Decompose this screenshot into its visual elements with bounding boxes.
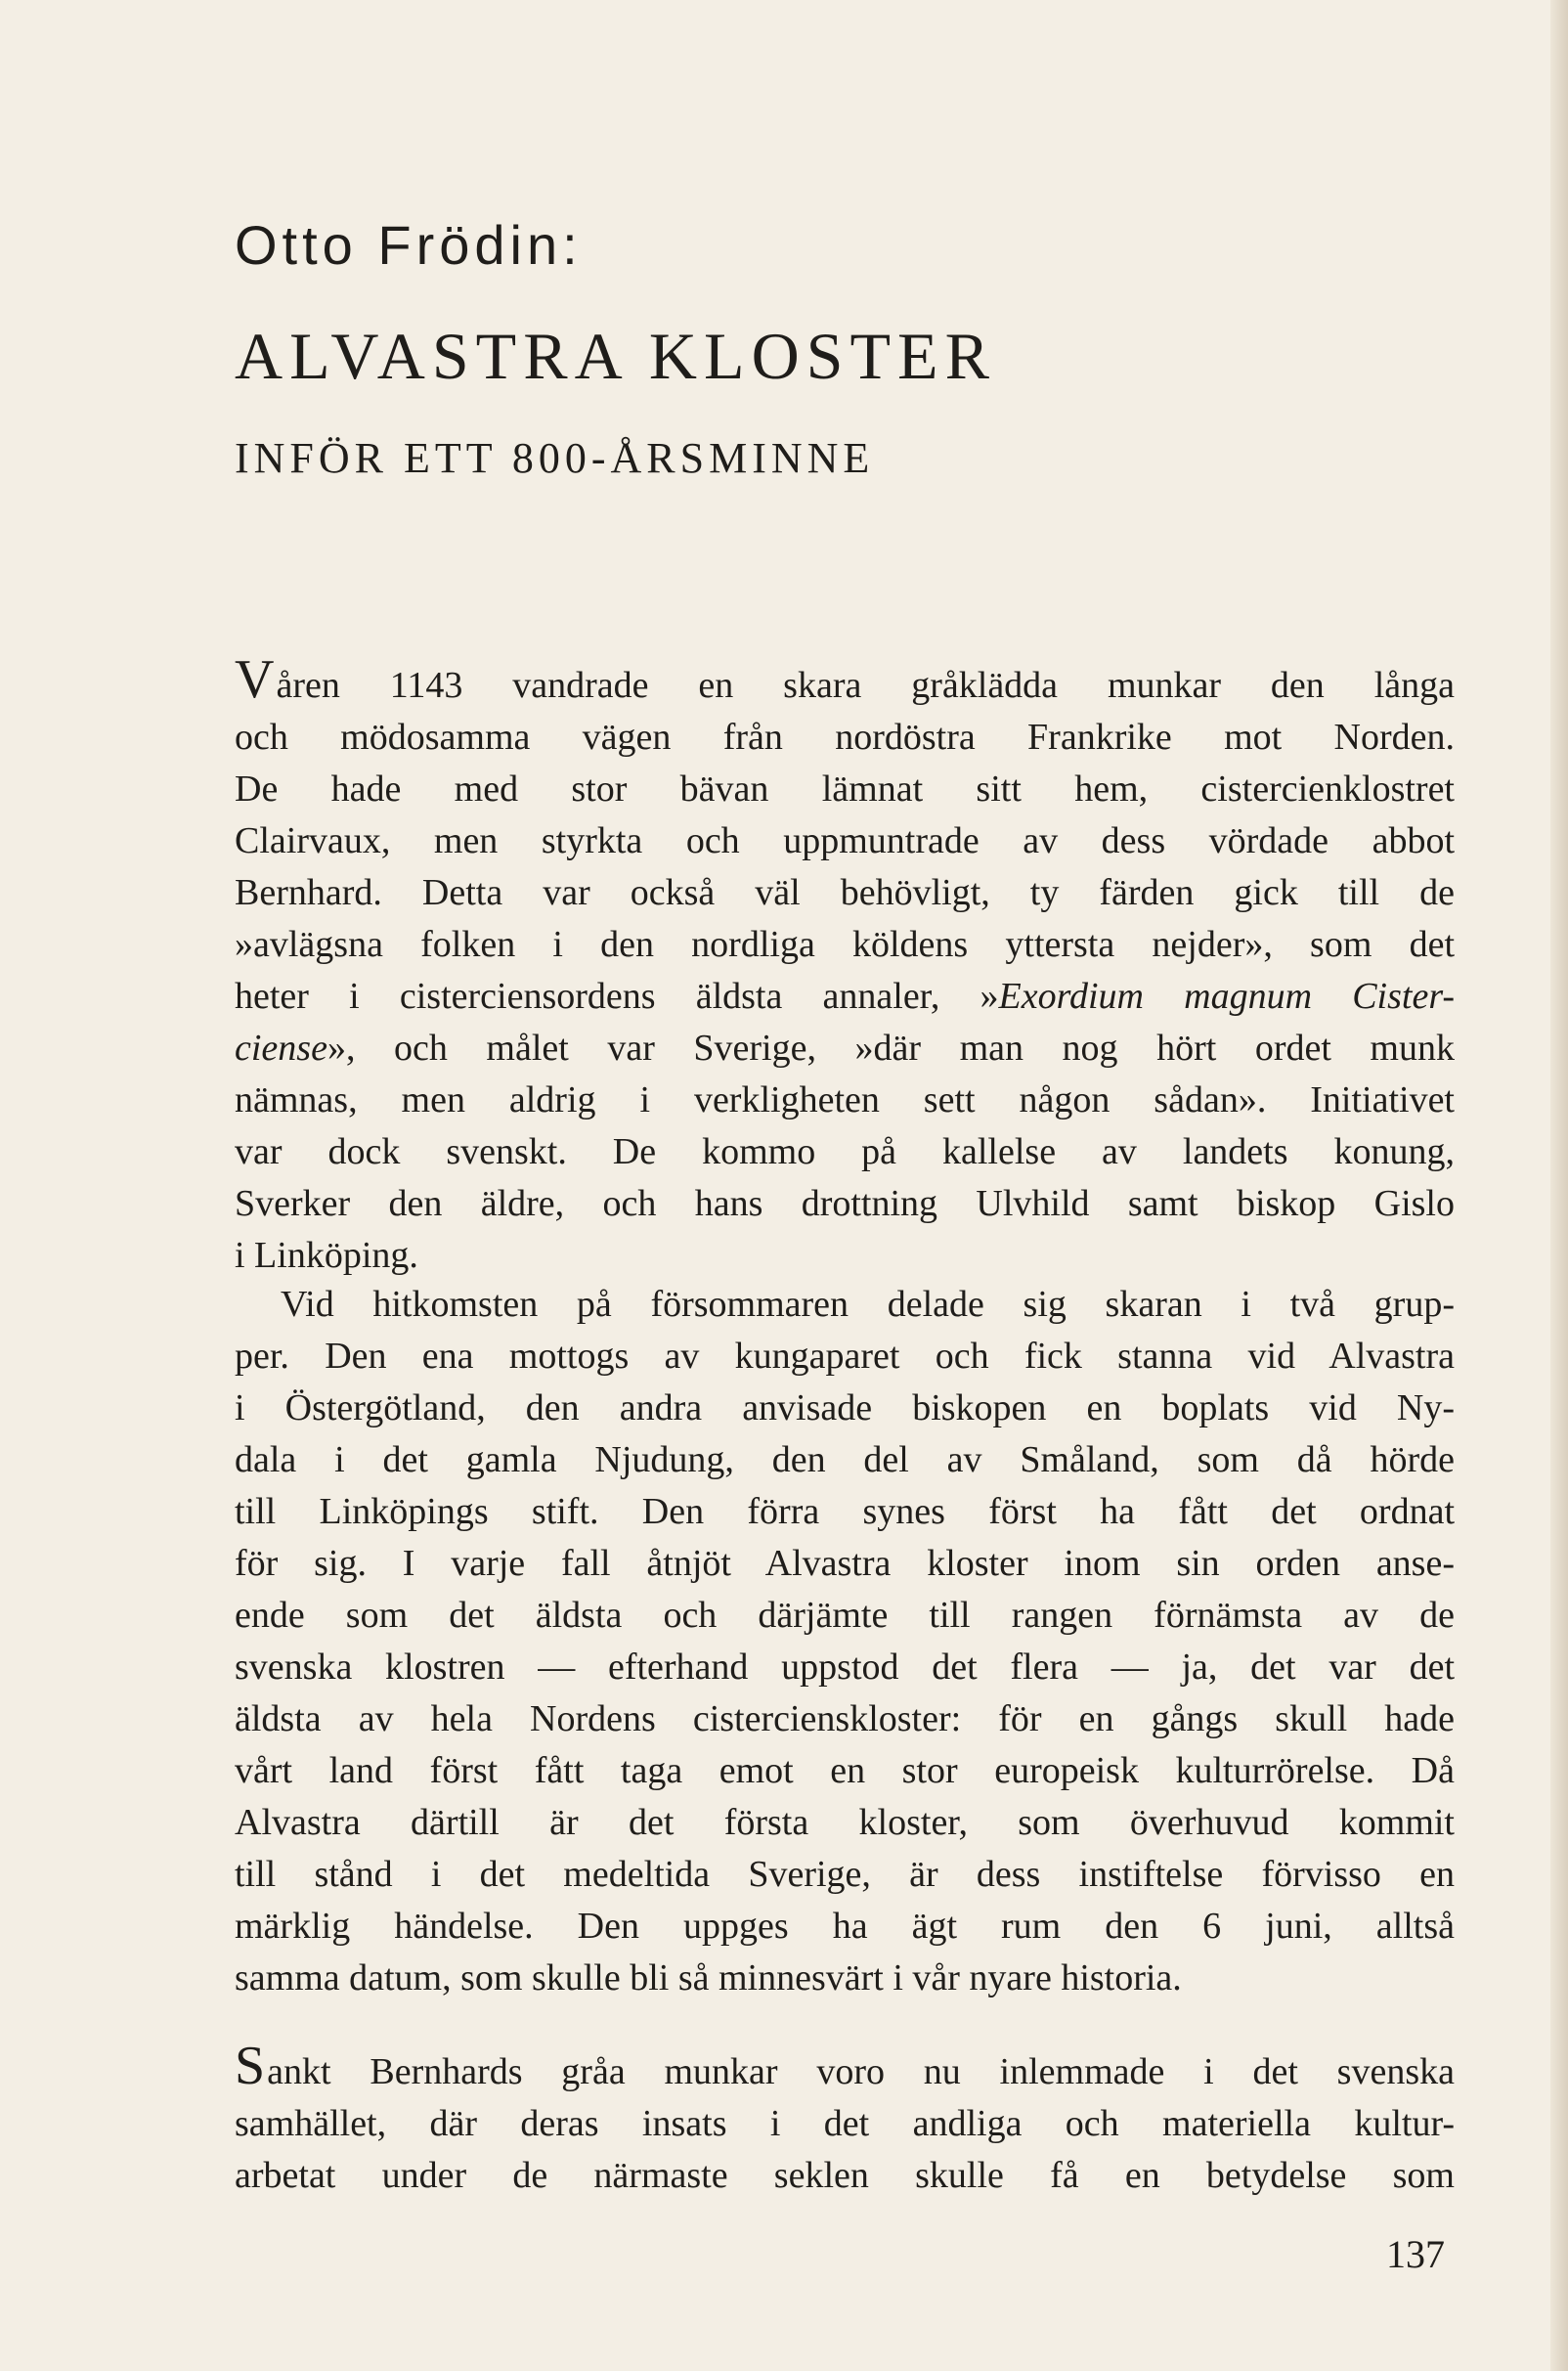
page-number: 137 [1386,2232,1445,2276]
paragraph-1 [235,649,1455,1282]
text-line: var dock svenskt. De kommo på kallelse av landets konung, [235,1131,1455,1172]
text-line: och mödosamma vägen från nordöstra Frankrike mot Norden. [235,717,1455,758]
text-line: i Östergötland, den andra anvisade biskopen en boplats vid Ny- [235,1387,1455,1428]
text-line: Alvastra därtill är det första kloster, som överhuvud kommit [235,1802,1455,1843]
text-line: »avlägsna folken i den nordliga köldens yttersta nejder», som det [235,924,1455,965]
text-line: samhället, där deras insats i det andliga och materiella kultur- [235,2103,1455,2144]
text-line: Clairvaux, men styrkta och uppmuntrade av dess vördade abbot [235,820,1455,861]
text-line: nämnas, men aldrig i verkligheten sett någon sådan». Initiativet [235,1079,1455,1120]
text-line: till Linköpings stift. Den förra synes först ha fått det ordnat [235,1491,1455,1532]
text-line: Vid hitkomsten på försommaren delade sig skaran i två grup- [281,1284,1455,1325]
text-line: De hade med stor bävan lämnat sitt hem, cistercienklostret [235,768,1455,810]
text-line: ende som det äldsta och därjämte till rangen förnämsta av de [235,1595,1455,1636]
text-line: Bernhard. Detta var också väl behövligt, ty färden gick till de [235,872,1455,913]
paragraph-2 [235,1279,1455,2004]
text-line: Våren 1143 vandrade en skara gråklädda munkar den långa [235,649,1455,710]
text-line: dala i det gamla Njudung, den del av Småland, som då hörde [235,1439,1455,1480]
drop-cap: V [235,649,275,710]
drop-cap: S [235,2036,266,2096]
text-line: samma datum, som skulle bli så minnesvärt i vår nyare historia. [235,1957,1182,1998]
text-line: märklig händelse. Den uppges ha ägt rum den 6 juni, alltså [235,1906,1455,1947]
text-line: vårt land först fått taga emot en stor europeisk kulturrörelse. Då [235,1750,1455,1791]
paragraph-3 [235,2036,1455,2202]
text-line: för sig. I varje fall åtnjöt Alvastra kloster inom sin orden anse- [235,1543,1455,1584]
text-line: heter i cisterciensordens äldsta annaler, »Exordium magnum Cister- [235,976,1455,1017]
page-edge-shadow [1550,0,1568,2371]
italic-latin-title: Exordium magnum Cister- [998,976,1455,1017]
text-line: Sverker den äldre, och hans drottning Ulvhild samt biskop Gislo [235,1183,1455,1224]
text-line: till stånd i det medeltida Sverige, är dess instiftelse förvisso en [235,1854,1455,1895]
article-title: ALVASTRA KLOSTER [235,319,996,393]
author-name: Otto Frödin: [235,214,583,276]
article-subtitle: INFÖR ETT 800-ÅRSMINNE [235,434,875,482]
italic-latin-title: ciense [235,1028,327,1069]
text-line: äldsta av hela Nordens cistercienskloster: för en gångs skull hade [235,1698,1455,1739]
text-line: per. Den ena mottogs av kungaparet och fick stanna vid Alvastra [235,1336,1455,1377]
text-line: ciense», och målet var Sverige, »där man nog hört ordet munk [235,1028,1455,1069]
text-line: svenska klostren — efterhand uppstod det flera — ja, det var det [235,1647,1455,1688]
text-line: Sankt Bernhards gråa munkar voro nu inlemmade i det svenska [235,2036,1455,2096]
text-line: i Linköping. [235,1235,418,1276]
text-line: arbetat under de närmaste seklen skulle få en betydelse som [235,2155,1455,2196]
